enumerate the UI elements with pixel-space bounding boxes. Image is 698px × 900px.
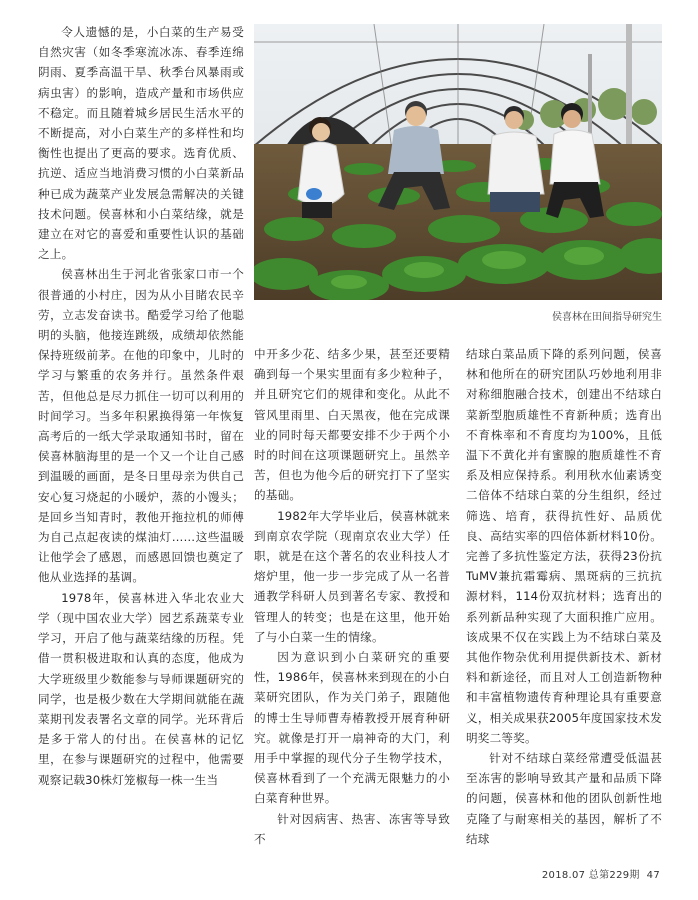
photo-caption: 侯喜林在田间指导研究生 bbox=[552, 312, 662, 323]
paragraph: 令人遗憾的是，小白菜的生产易受自然灾害（如冬季寒流冰冻、春季连绵阴雨、夏季高温干旱、秋季台风暴雨或病虫害）的影响，造成产量和市场供应不稳定。而且随着城乡居民生活水平的不断提高，对小白菜生产的多样性和均衡性也提出了更高的要求。选育优质、抗逆、适应当地消费习惯的小白菜新品种已成为蔬菜产业发展急需解决的关键技术问题。侯喜林和小白菜结缘，就是建立在对它的喜爱和重要性认识的基础之上。 bbox=[38, 25, 244, 262]
text-column-3 bbox=[466, 344, 662, 849]
paragraph: 中开多少花、结多少果，甚至还要精确到每一个果实里面有多少粒种子，并且研究它们的规律和变化。从此不管风里雨里、白天黑夜，他在完成课业的同时每天都要安排不少于两个小时的时间在这项课题研究上。虽然辛苦，但也为他今后的研究打下了坚实的基础。 bbox=[254, 347, 450, 503]
paragraph: 针对因病害、热害、冻害等导致不 bbox=[254, 811, 450, 846]
paragraph: 1978年，侯喜林进入华北农业大学（现中国农业大学）园艺系蔬菜专业学习，开启了他与蔬菜结缘的历程。凭借一贯积极进取和认真的态度，他成为大学班级里少数能参与导师课题研究的同学，也是极少数在大学期间就能在蔬菜期刊发表署名文章的同学。光环背后是多于常人的付出。在侯喜林的记忆里，在参与课题研究的过程中，他需要观察记载30株灯笼椒每一株一生当 bbox=[38, 590, 244, 787]
text-column-1 bbox=[38, 22, 244, 790]
issue-info: 2018.07 总第229期 bbox=[541, 870, 640, 881]
paragraph: 1982年大学毕业后，侯喜林就来到南京农学院（现南京农业大学）任职，就是在这个著名的农业科技人才熔炉里，他一步一步完成了从一名普通教学科研人员到著名专家、教授和管理人的转变；也是在这里，他开始了与小白菜一生的情缘。 bbox=[254, 508, 450, 644]
paragraph: 侯喜林出生于河北省张家口市一个很普通的小村庄，因为从小目睹农民辛劳，立志发奋读书。酷爱学习给了他聪明的头脑，他接连跳级，成绩却依然能保持班级前茅。在他的印象中，儿时的学习与繁重的农务并行。虽然条件艰苦，但他总是尽力抓住一切可以利用的时间学习。当多年积累换得第一年恢复高考后的一纸大学录取通知书时，留在侯喜林脑海里的是一个又一个让自己感到温暖的画面，是冬日里母亲为供自己安心复习烧起的小暖炉，蒸的小馒头；是回乡当知青时，教他开拖拉机的师傅为自己点起夜读的煤油灯……这些温暖让他学会了感恩，而感恩回馈也奠定了他从业选择的基调。 bbox=[38, 267, 244, 585]
page-footer bbox=[542, 866, 660, 881]
paragraph: 因为意识到小白菜研究的重要性，1986年，侯喜林来到现在的小白菜研究团队，作为关门弟子，跟随他的博士生导师曹寿椿教授开展育种研究。就像是打开一扇神奇的大门，利用手中掌握的现代分子生物学技术，侯喜林看到了一个充满无限魅力的小白菜育种世界。 bbox=[254, 650, 450, 806]
paragraph: 针对不结球白菜经常遭受低温甚至冻害的影响导致其产量和品质下降的问题，侯喜林和他的团队创新性地克隆了与耐寒相关的基因，解析了不结球 bbox=[466, 751, 662, 846]
paragraph: 结球白菜品质下降的系列问题，侯喜林和他所在的研究团队巧妙地利用非对称细胞融合技术，创建出不结球白菜新型胞质雄性不育新种质；选育出不育株率和不育度均为100%，且低温下不黄化并有蜜腺的胞质雄性不育系及相应保持系。利用秋水仙素诱变二倍体不结球白菜的分生组织，经过筛选、培育，获得抗性好、品质优良、高结实率的四倍体新材料10份。完善了多抗性鉴定方法，获得23份抗TuMV兼抗霜霉病、黑斑病的三抗抗源材料，114份双抗材料；选育出的系列新品种实现了大面积推广应用。该成果不仅在实践上为不结球白菜及其他作物杂优利用提供新技术、新材料和新途径，而且对人工创造新物种和丰富植物遗传育种理论具有重要意义，相关成果获2005年度国家技术发明奖二等奖。 bbox=[466, 347, 662, 745]
greenhouse-photo bbox=[254, 24, 662, 300]
page-number: 47 bbox=[646, 870, 660, 881]
text-column-2 bbox=[254, 344, 450, 849]
